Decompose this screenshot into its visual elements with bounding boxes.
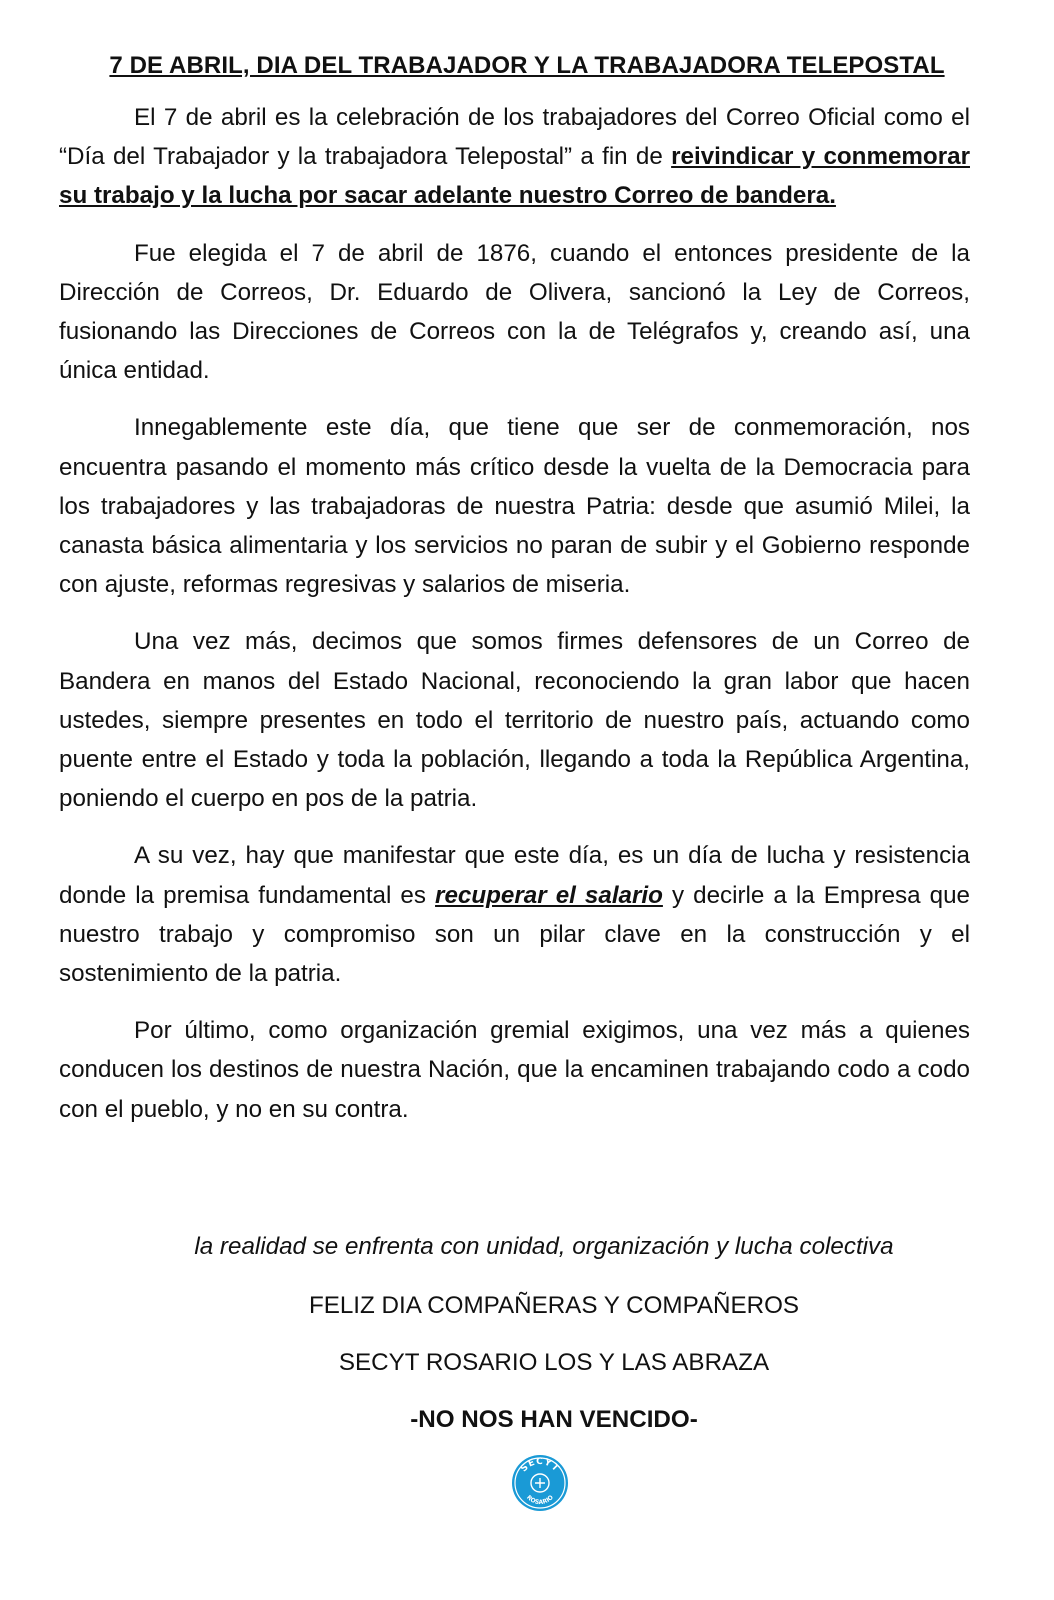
- paragraph-history: Fue elegida el 7 de abril de 1876, cuando el entonces presidente de la Dirección de Correos, Dr. Eduardo de Olivera, sancionó la Ley de Correos, fusionando las Direcciones de Correos con la de Telégrafos y, creando así, una única entidad.: [59, 239, 970, 385]
- greeting-line: FELIZ DIA COMPAÑERAS Y COMPAÑEROS: [308, 1292, 800, 1319]
- paragraph-celebration-emphasis: reivindicar y conmemorar su trabajo y la lucha por sacar adelante nuestro Correo de bandera.: [59, 143, 970, 210]
- paragraph-struggle-text-a: A su vez, hay que manifestar que este día, es un día de lucha y resistencia donde la premisa fundamental es: [59, 842, 970, 909]
- paragraph-defense: Una vez más, decimos que somos firmes defensores de un Correo de Bandera en manos del Estado Nacional, reconociendo la gran labor que hacen ustedes, siempre presentes en todo el territorio de nuestro país, actuando como puente entre el Estado y toda la población, llegando a toda la República Argentina, poniendo el cuerpo en pos de la patria.: [59, 628, 970, 813]
- document-body: [59, 98, 970, 1129]
- paragraph-celebration-text: El 7 de abril es la celebración de los trabajadores del Correo Oficial como el “Día del Trabajador y la trabajadora Telepostal” a fin de: [59, 104, 970, 171]
- secyt-seal-icon: [511, 1454, 569, 1512]
- paragraph-struggle-text-b: y decirle a la Empresa que nuestro trabajo y compromiso son un pilar clave en la construcción y el sostenimiento de la patria.: [59, 881, 970, 988]
- paragraph-crisis: Innegablemente este día, que tiene que ser de conmemoración, nos encuentra pasando el momento más crítico desde la vuelta de la Democracia para los trabajadores y las trabajadoras de nuestra Patria: desde que asumió Milei, la canasta básica alimentaria y los servicios no paran de subir y el Gobierno responde con ajuste, reformas regresivas y salarios de miseria.: [59, 414, 970, 599]
- document-title: 7 DE ABRIL, DIA DEL TRABAJADOR Y LA TRABAJADORA TELEPOSTAL: [109, 52, 945, 79]
- paragraph-celebration: [59, 98, 970, 216]
- logo-text-bottom: ROSARIO: [525, 1493, 555, 1507]
- paragraph-struggle: [59, 836, 970, 993]
- paragraph-struggle-emphasis: recuperar el salario: [435, 881, 663, 909]
- closing-line: -NO NOS HAN VENCIDO-: [410, 1406, 698, 1433]
- signature-line: SECYT ROSARIO LOS Y LAS ABRAZA: [338, 1349, 770, 1376]
- paragraph-demand: Por último, como organización gremial exigimos, una vez más a quienes conducen los destinos de nuestra Nación, que la encaminen trabajando codo a codo con el pueblo, y no en su contra.: [59, 1017, 970, 1123]
- logo-text-top: SECYT: [519, 1457, 561, 1475]
- motto-line: la realidad se enfrenta con unidad, organización y lucha colectiva: [194, 1233, 894, 1260]
